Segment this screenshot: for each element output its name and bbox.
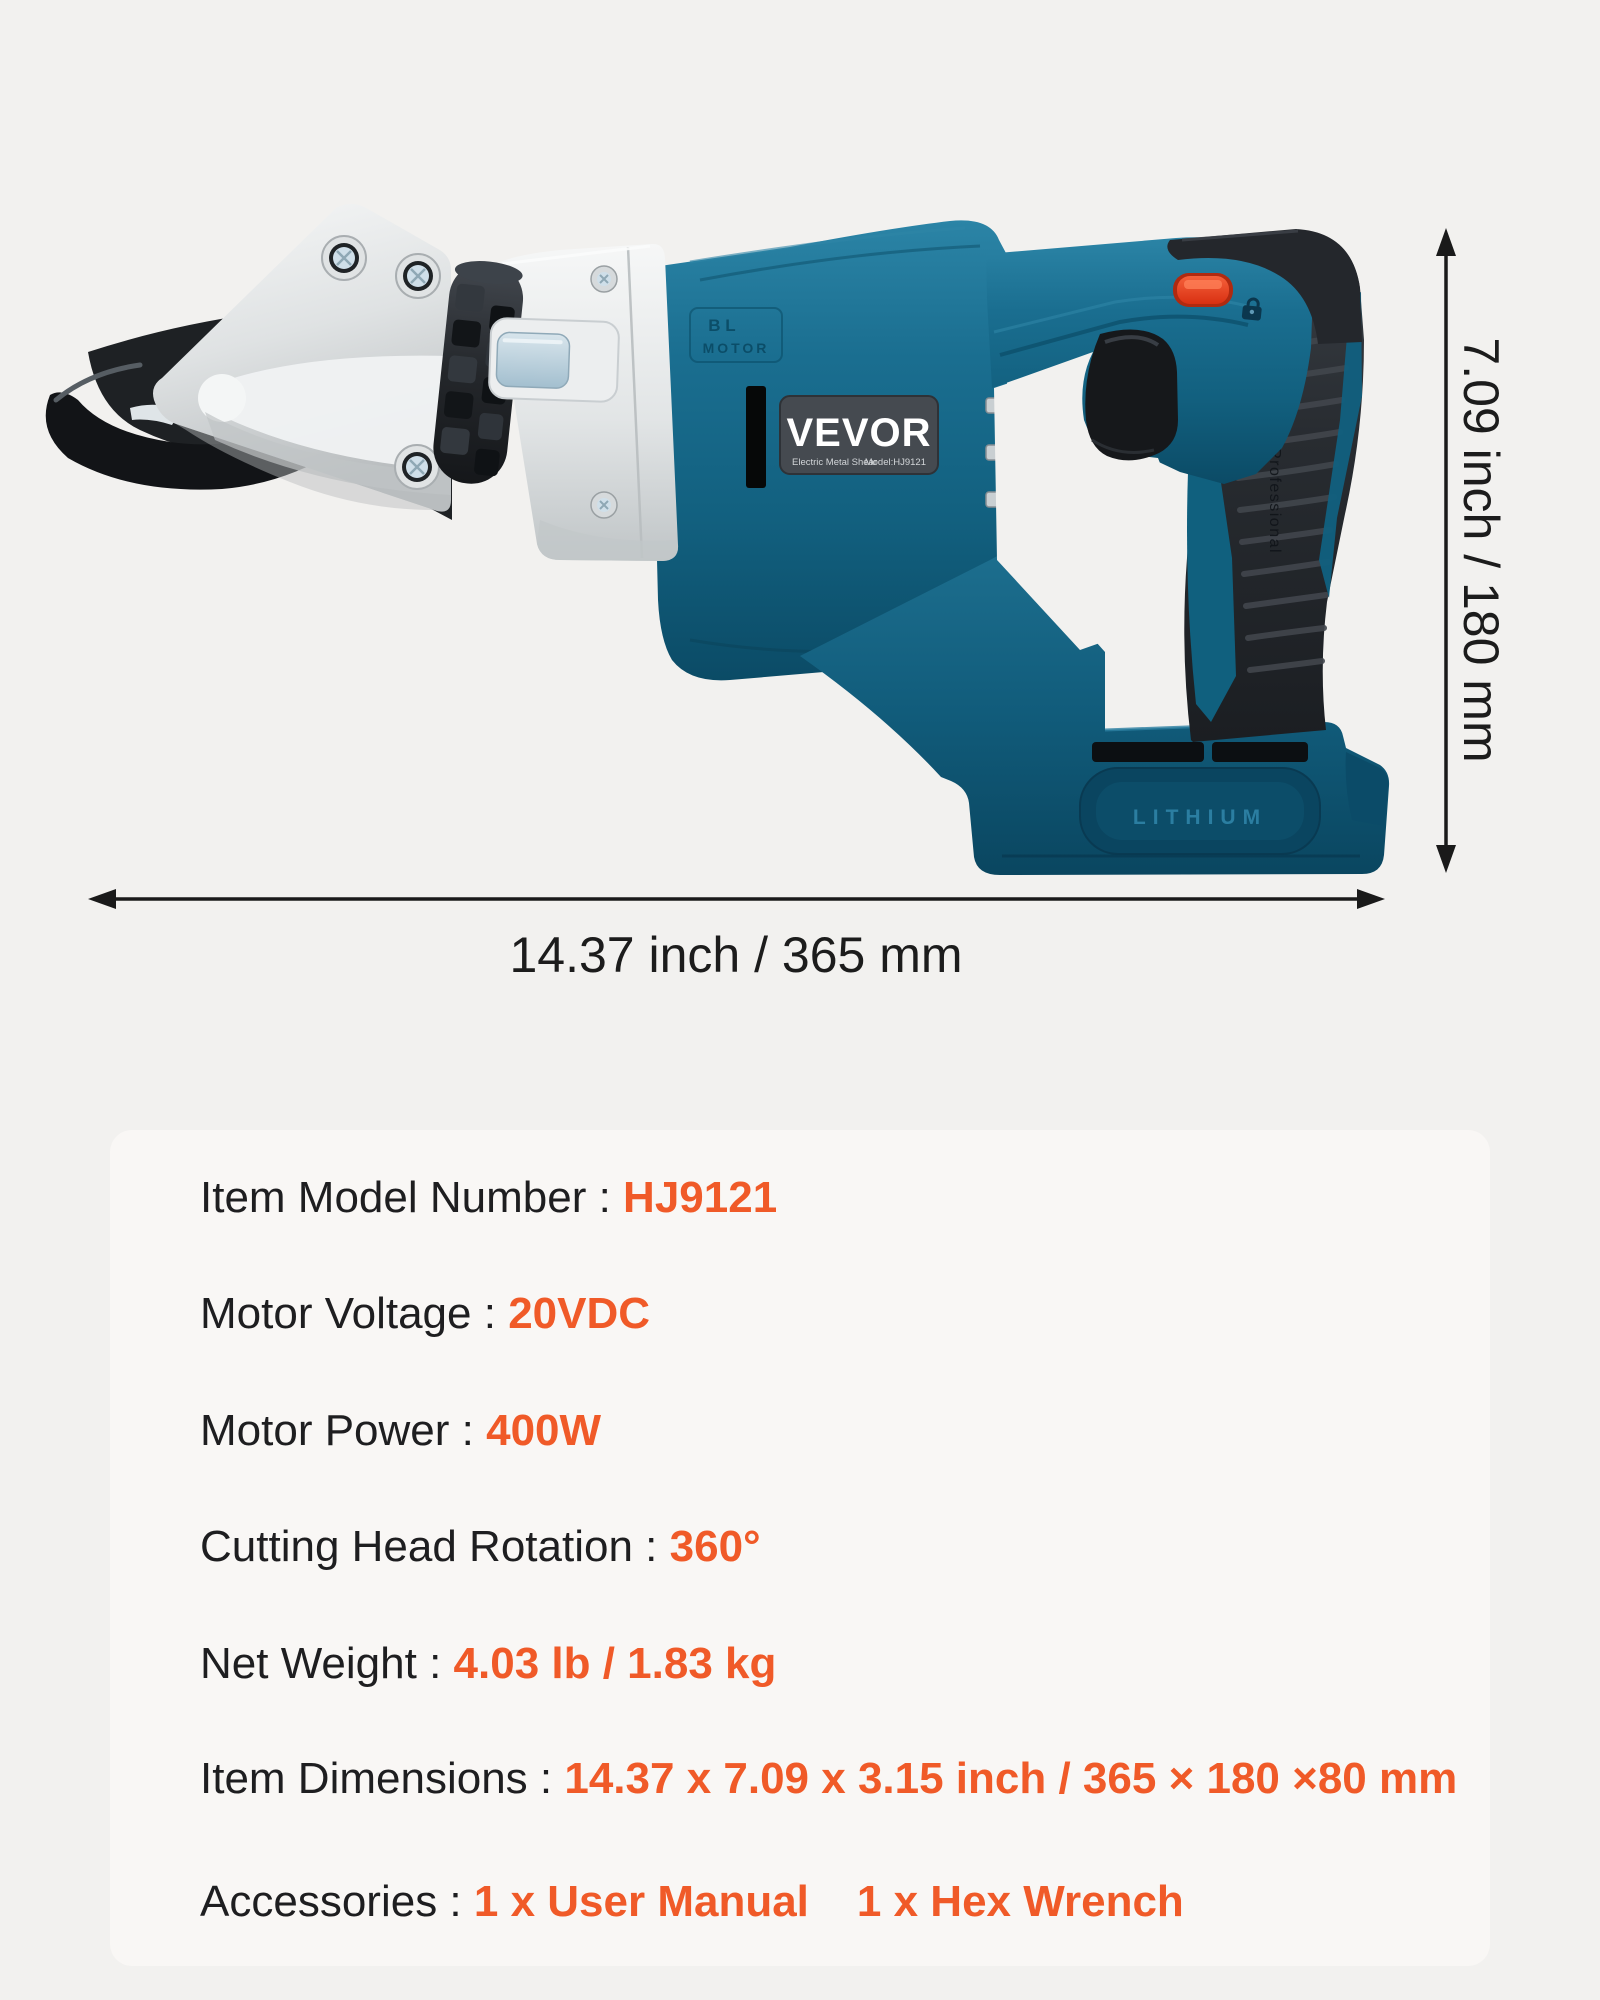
motor-emboss-text: B L (708, 316, 736, 335)
spec-value: 400W (486, 1406, 602, 1455)
arrow-right-icon (1357, 889, 1385, 909)
spec-row-dimensions: Item Dimensions : 14.37 x 7.09 x 3.15 inch / 365 × 180 ×80 mm (200, 1754, 1458, 1803)
spec-label: Motor Power (200, 1406, 450, 1455)
spec-label: Motor Voltage (200, 1289, 472, 1338)
spec-row-weight: Net Weight : 4.03 lb / 1.83 kg (200, 1639, 777, 1688)
screw-icon (591, 492, 617, 518)
spec-label: Cutting Head Rotation (200, 1522, 633, 1571)
spec-row-rotation: Cutting Head Rotation : 360° (200, 1522, 761, 1571)
spec-value-2: 1 x Hex Wrench (856, 1877, 1184, 1926)
vent-slot (746, 386, 766, 488)
grip-emboss-text: Professional (1266, 448, 1283, 555)
spec-value: 4.03 lb / 1.83 kg (453, 1639, 777, 1688)
battery-emboss-text: LITHIUM (1132, 806, 1268, 829)
brand-badge (780, 396, 938, 474)
screw-icon (591, 266, 617, 292)
screw-icon (396, 254, 440, 298)
spec-value: 14.37 x 7.09 x 3.15 inch / 365 × 180 ×80 mm (564, 1754, 1458, 1803)
spec-label: Net Weight (200, 1639, 417, 1688)
spec-value: 1 x User Manual (473, 1877, 809, 1926)
spec-label: Item Dimensions (200, 1754, 528, 1803)
height-dimension (1436, 228, 1509, 873)
spec-row-model: Item Model Number : HJ9121 (200, 1173, 778, 1222)
motor-emboss-text: MOTOR (702, 340, 770, 356)
spec-panel (110, 1130, 1490, 1966)
arrow-left-icon (88, 889, 116, 909)
width-dimension (88, 889, 1385, 983)
spec-label: Accessories (200, 1877, 438, 1926)
spec-row-power: Motor Power : 400W (200, 1406, 602, 1455)
spec-value: 20VDC (508, 1289, 651, 1338)
width-dimension-label: 14.37 inch / 365 mm (509, 927, 963, 983)
gear-housing (496, 244, 678, 561)
arrow-down-icon (1436, 845, 1456, 873)
spec-value: 360° (669, 1522, 761, 1571)
spec-value: HJ9121 (623, 1173, 778, 1222)
height-dimension-label: 7.09 inch / 180 mm (1453, 337, 1509, 763)
spec-row-voltage: Motor Voltage : 20VDC (200, 1289, 651, 1338)
spec-row-accessories: Accessories : 1 x User Manual 1 x Hex Wrench (200, 1877, 1184, 1926)
lock-off-button (1173, 273, 1233, 307)
trigger (1085, 330, 1178, 461)
spec-label: Item Model Number (200, 1173, 587, 1222)
screw-icon (322, 236, 366, 280)
head-release-latch (489, 318, 620, 402)
badge-subtitle: Electric Metal Shear (792, 457, 878, 468)
brand-logo: VEVOR (786, 411, 932, 455)
arrow-up-icon (1436, 228, 1456, 256)
badge-model: Model:HJ9121 (864, 457, 926, 468)
screw-icon (395, 445, 439, 489)
